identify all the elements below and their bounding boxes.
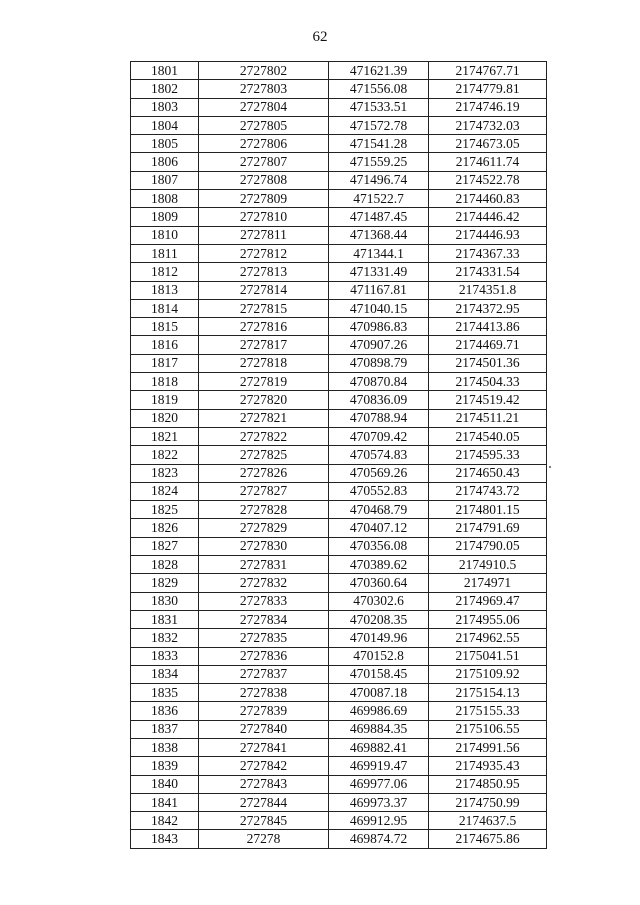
table-row bbox=[131, 80, 547, 98]
row-number-cell: 1803 bbox=[131, 98, 199, 116]
page-number: 62 bbox=[312, 29, 328, 45]
x-coordinate-cell: 471487.45 bbox=[329, 208, 429, 226]
row-number-cell: 1807 bbox=[131, 171, 199, 189]
y-coordinate-cell: 2174595.33 bbox=[429, 446, 547, 464]
point-id-cell: 2727809 bbox=[199, 190, 329, 208]
row-number-cell: 1805 bbox=[131, 135, 199, 153]
point-id-cell: 2727834 bbox=[199, 610, 329, 628]
row-number-cell: 1843 bbox=[131, 830, 199, 848]
point-id-cell: 2727807 bbox=[199, 153, 329, 171]
y-coordinate-cell: 2174446.42 bbox=[429, 208, 547, 226]
point-id-cell: 2727819 bbox=[199, 373, 329, 391]
point-id-cell: 2727827 bbox=[199, 482, 329, 500]
x-coordinate-cell: 469912.95 bbox=[329, 812, 429, 830]
x-coordinate-cell: 470360.64 bbox=[329, 574, 429, 592]
x-coordinate-cell: 469977.06 bbox=[329, 775, 429, 793]
y-coordinate-cell: 2174511.21 bbox=[429, 409, 547, 427]
table-row bbox=[131, 537, 547, 555]
x-coordinate-cell: 471522.7 bbox=[329, 190, 429, 208]
y-coordinate-cell: 2174969.47 bbox=[429, 592, 547, 610]
x-coordinate-cell: 470407.12 bbox=[329, 519, 429, 537]
table-row bbox=[131, 665, 547, 683]
y-coordinate-cell: 2174779.81 bbox=[429, 80, 547, 98]
x-coordinate-cell: 471533.51 bbox=[329, 98, 429, 116]
row-number-cell: 1809 bbox=[131, 208, 199, 226]
scan-speck bbox=[549, 466, 551, 468]
point-id-cell: 2727814 bbox=[199, 281, 329, 299]
table-row bbox=[131, 702, 547, 720]
y-coordinate-cell: 2174955.06 bbox=[429, 610, 547, 628]
row-number-cell: 1810 bbox=[131, 226, 199, 244]
y-coordinate-cell: 2175106.55 bbox=[429, 720, 547, 738]
point-id-cell: 2727810 bbox=[199, 208, 329, 226]
row-number-cell: 1811 bbox=[131, 244, 199, 262]
row-number-cell: 1827 bbox=[131, 537, 199, 555]
row-number-cell: 1814 bbox=[131, 299, 199, 317]
row-number-cell: 1808 bbox=[131, 190, 199, 208]
x-coordinate-cell: 471496.74 bbox=[329, 171, 429, 189]
point-id-cell: 2727838 bbox=[199, 684, 329, 702]
y-coordinate-cell: 2174446.93 bbox=[429, 226, 547, 244]
x-coordinate-cell: 471040.15 bbox=[329, 299, 429, 317]
y-coordinate-cell: 2174351.8 bbox=[429, 281, 547, 299]
point-id-cell: 2727837 bbox=[199, 665, 329, 683]
x-coordinate-cell: 470302.6 bbox=[329, 592, 429, 610]
point-id-cell: 2727813 bbox=[199, 263, 329, 281]
row-number-cell: 1842 bbox=[131, 812, 199, 830]
table-row bbox=[131, 501, 547, 519]
x-coordinate-cell: 470356.08 bbox=[329, 537, 429, 555]
point-id-cell: 2727833 bbox=[199, 592, 329, 610]
x-coordinate-cell: 470552.83 bbox=[329, 482, 429, 500]
x-coordinate-cell: 469884.35 bbox=[329, 720, 429, 738]
row-number-cell: 1821 bbox=[131, 427, 199, 445]
row-number-cell: 1838 bbox=[131, 738, 199, 756]
y-coordinate-cell: 2174504.33 bbox=[429, 373, 547, 391]
y-coordinate-cell: 2174372.95 bbox=[429, 299, 547, 317]
table-row bbox=[131, 757, 547, 775]
x-coordinate-cell: 471621.39 bbox=[329, 62, 429, 80]
row-number-cell: 1824 bbox=[131, 482, 199, 500]
y-coordinate-cell: 2174962.55 bbox=[429, 629, 547, 647]
x-coordinate-cell: 470788.94 bbox=[329, 409, 429, 427]
y-coordinate-cell: 2174650.43 bbox=[429, 464, 547, 482]
point-id-cell: 2727844 bbox=[199, 793, 329, 811]
point-id-cell: 27278 bbox=[199, 830, 329, 848]
point-id-cell: 2727806 bbox=[199, 135, 329, 153]
point-id-cell: 2727845 bbox=[199, 812, 329, 830]
x-coordinate-cell: 469919.47 bbox=[329, 757, 429, 775]
row-number-cell: 1817 bbox=[131, 354, 199, 372]
table-row bbox=[131, 464, 547, 482]
x-coordinate-cell: 470907.26 bbox=[329, 336, 429, 354]
point-id-cell: 2727829 bbox=[199, 519, 329, 537]
coordinates-table bbox=[130, 61, 547, 849]
table-row bbox=[131, 281, 547, 299]
x-coordinate-cell: 471541.28 bbox=[329, 135, 429, 153]
point-id-cell: 2727820 bbox=[199, 391, 329, 409]
y-coordinate-cell: 2175109.92 bbox=[429, 665, 547, 683]
table-row bbox=[131, 592, 547, 610]
y-coordinate-cell: 2174501.36 bbox=[429, 354, 547, 372]
point-id-cell: 2727828 bbox=[199, 501, 329, 519]
table-row bbox=[131, 629, 547, 647]
row-number-cell: 1828 bbox=[131, 556, 199, 574]
point-id-cell: 2727821 bbox=[199, 409, 329, 427]
table-row bbox=[131, 226, 547, 244]
table-row bbox=[131, 299, 547, 317]
y-coordinate-cell: 2174522.78 bbox=[429, 171, 547, 189]
x-coordinate-cell: 470574.83 bbox=[329, 446, 429, 464]
table-row bbox=[131, 336, 547, 354]
x-coordinate-cell: 470709.42 bbox=[329, 427, 429, 445]
table-body bbox=[131, 62, 547, 849]
y-coordinate-cell: 2174750.99 bbox=[429, 793, 547, 811]
row-number-cell: 1840 bbox=[131, 775, 199, 793]
row-number-cell: 1839 bbox=[131, 757, 199, 775]
y-coordinate-cell: 2174637.5 bbox=[429, 812, 547, 830]
row-number-cell: 1830 bbox=[131, 592, 199, 610]
x-coordinate-cell: 470986.83 bbox=[329, 318, 429, 336]
row-number-cell: 1823 bbox=[131, 464, 199, 482]
table-row bbox=[131, 62, 547, 80]
y-coordinate-cell: 2174790.05 bbox=[429, 537, 547, 555]
x-coordinate-cell: 470208.35 bbox=[329, 610, 429, 628]
y-coordinate-cell: 2174910.5 bbox=[429, 556, 547, 574]
row-number-cell: 1815 bbox=[131, 318, 199, 336]
point-id-cell: 2727815 bbox=[199, 299, 329, 317]
row-number-cell: 1806 bbox=[131, 153, 199, 171]
row-number-cell: 1841 bbox=[131, 793, 199, 811]
y-coordinate-cell: 2174732.03 bbox=[429, 116, 547, 134]
table-row bbox=[131, 373, 547, 391]
point-id-cell: 2727835 bbox=[199, 629, 329, 647]
x-coordinate-cell: 470898.79 bbox=[329, 354, 429, 372]
x-coordinate-cell: 470152.8 bbox=[329, 647, 429, 665]
point-id-cell: 2727840 bbox=[199, 720, 329, 738]
y-coordinate-cell: 2175041.51 bbox=[429, 647, 547, 665]
table-row bbox=[131, 427, 547, 445]
table-row bbox=[131, 135, 547, 153]
point-id-cell: 2727842 bbox=[199, 757, 329, 775]
x-coordinate-cell: 470836.09 bbox=[329, 391, 429, 409]
y-coordinate-cell: 2174413.86 bbox=[429, 318, 547, 336]
y-coordinate-cell: 2174743.72 bbox=[429, 482, 547, 500]
row-number-cell: 1822 bbox=[131, 446, 199, 464]
table-row bbox=[131, 610, 547, 628]
row-number-cell: 1802 bbox=[131, 80, 199, 98]
y-coordinate-cell: 2174367.33 bbox=[429, 244, 547, 262]
y-coordinate-cell: 2174935.43 bbox=[429, 757, 547, 775]
x-coordinate-cell: 470870.84 bbox=[329, 373, 429, 391]
point-id-cell: 2727843 bbox=[199, 775, 329, 793]
table-row bbox=[131, 482, 547, 500]
x-coordinate-cell: 471167.81 bbox=[329, 281, 429, 299]
y-coordinate-cell: 2174469.71 bbox=[429, 336, 547, 354]
point-id-cell: 2727817 bbox=[199, 336, 329, 354]
table-row bbox=[131, 98, 547, 116]
table-row bbox=[131, 354, 547, 372]
table-row bbox=[131, 793, 547, 811]
table-row bbox=[131, 391, 547, 409]
y-coordinate-cell: 2174675.86 bbox=[429, 830, 547, 848]
y-coordinate-cell: 2175155.33 bbox=[429, 702, 547, 720]
row-number-cell: 1826 bbox=[131, 519, 199, 537]
y-coordinate-cell: 2174767.71 bbox=[429, 62, 547, 80]
y-coordinate-cell: 2174611.74 bbox=[429, 153, 547, 171]
y-coordinate-cell: 2174746.19 bbox=[429, 98, 547, 116]
table-row bbox=[131, 116, 547, 134]
x-coordinate-cell: 469874.72 bbox=[329, 830, 429, 848]
row-number-cell: 1801 bbox=[131, 62, 199, 80]
point-id-cell: 2727822 bbox=[199, 427, 329, 445]
row-number-cell: 1836 bbox=[131, 702, 199, 720]
row-number-cell: 1819 bbox=[131, 391, 199, 409]
x-coordinate-cell: 470389.62 bbox=[329, 556, 429, 574]
y-coordinate-cell: 2175154.13 bbox=[429, 684, 547, 702]
point-id-cell: 2727818 bbox=[199, 354, 329, 372]
y-coordinate-cell: 2174519.42 bbox=[429, 391, 547, 409]
x-coordinate-cell: 469973.37 bbox=[329, 793, 429, 811]
table-row bbox=[131, 812, 547, 830]
point-id-cell: 2727805 bbox=[199, 116, 329, 134]
x-coordinate-cell: 469882.41 bbox=[329, 738, 429, 756]
table-row bbox=[131, 647, 547, 665]
table-row bbox=[131, 409, 547, 427]
point-id-cell: 2727804 bbox=[199, 98, 329, 116]
point-id-cell: 2727808 bbox=[199, 171, 329, 189]
point-id-cell: 2727832 bbox=[199, 574, 329, 592]
point-id-cell: 2727802 bbox=[199, 62, 329, 80]
row-number-cell: 1825 bbox=[131, 501, 199, 519]
y-coordinate-cell: 2174801.15 bbox=[429, 501, 547, 519]
point-id-cell: 2727816 bbox=[199, 318, 329, 336]
x-coordinate-cell: 470087.18 bbox=[329, 684, 429, 702]
row-number-cell: 1835 bbox=[131, 684, 199, 702]
row-number-cell: 1829 bbox=[131, 574, 199, 592]
table-row bbox=[131, 519, 547, 537]
y-coordinate-cell: 2174673.05 bbox=[429, 135, 547, 153]
x-coordinate-cell: 471368.44 bbox=[329, 226, 429, 244]
y-coordinate-cell: 2174991.56 bbox=[429, 738, 547, 756]
table-row bbox=[131, 446, 547, 464]
table-row bbox=[131, 318, 547, 336]
row-number-cell: 1833 bbox=[131, 647, 199, 665]
table-row bbox=[131, 720, 547, 738]
x-coordinate-cell: 469986.69 bbox=[329, 702, 429, 720]
table-row bbox=[131, 263, 547, 281]
y-coordinate-cell: 2174971 bbox=[429, 574, 547, 592]
table-row bbox=[131, 574, 547, 592]
row-number-cell: 1816 bbox=[131, 336, 199, 354]
row-number-cell: 1832 bbox=[131, 629, 199, 647]
x-coordinate-cell: 471572.78 bbox=[329, 116, 429, 134]
point-id-cell: 2727841 bbox=[199, 738, 329, 756]
point-id-cell: 2727803 bbox=[199, 80, 329, 98]
point-id-cell: 2727831 bbox=[199, 556, 329, 574]
y-coordinate-cell: 2174791.69 bbox=[429, 519, 547, 537]
x-coordinate-cell: 471559.25 bbox=[329, 153, 429, 171]
x-coordinate-cell: 470158.45 bbox=[329, 665, 429, 683]
row-number-cell: 1812 bbox=[131, 263, 199, 281]
row-number-cell: 1818 bbox=[131, 373, 199, 391]
x-coordinate-cell: 470569.26 bbox=[329, 464, 429, 482]
point-id-cell: 2727826 bbox=[199, 464, 329, 482]
table-row bbox=[131, 244, 547, 262]
x-coordinate-cell: 471556.08 bbox=[329, 80, 429, 98]
y-coordinate-cell: 2174540.05 bbox=[429, 427, 547, 445]
row-number-cell: 1831 bbox=[131, 610, 199, 628]
table-row bbox=[131, 684, 547, 702]
x-coordinate-cell: 471344.1 bbox=[329, 244, 429, 262]
table-row bbox=[131, 556, 547, 574]
table-row bbox=[131, 775, 547, 793]
row-number-cell: 1804 bbox=[131, 116, 199, 134]
row-number-cell: 1837 bbox=[131, 720, 199, 738]
point-id-cell: 2727811 bbox=[199, 226, 329, 244]
point-id-cell: 2727812 bbox=[199, 244, 329, 262]
y-coordinate-cell: 2174331.54 bbox=[429, 263, 547, 281]
row-number-cell: 1820 bbox=[131, 409, 199, 427]
table-row bbox=[131, 153, 547, 171]
point-id-cell: 2727836 bbox=[199, 647, 329, 665]
point-id-cell: 2727825 bbox=[199, 446, 329, 464]
x-coordinate-cell: 470468.79 bbox=[329, 501, 429, 519]
table-row bbox=[131, 738, 547, 756]
x-coordinate-cell: 471331.49 bbox=[329, 263, 429, 281]
point-id-cell: 2727839 bbox=[199, 702, 329, 720]
table-row bbox=[131, 208, 547, 226]
table-row bbox=[131, 190, 547, 208]
table-row bbox=[131, 830, 547, 848]
x-coordinate-cell: 470149.96 bbox=[329, 629, 429, 647]
table-row bbox=[131, 171, 547, 189]
y-coordinate-cell: 2174850.95 bbox=[429, 775, 547, 793]
y-coordinate-cell: 2174460.83 bbox=[429, 190, 547, 208]
row-number-cell: 1834 bbox=[131, 665, 199, 683]
row-number-cell: 1813 bbox=[131, 281, 199, 299]
point-id-cell: 2727830 bbox=[199, 537, 329, 555]
